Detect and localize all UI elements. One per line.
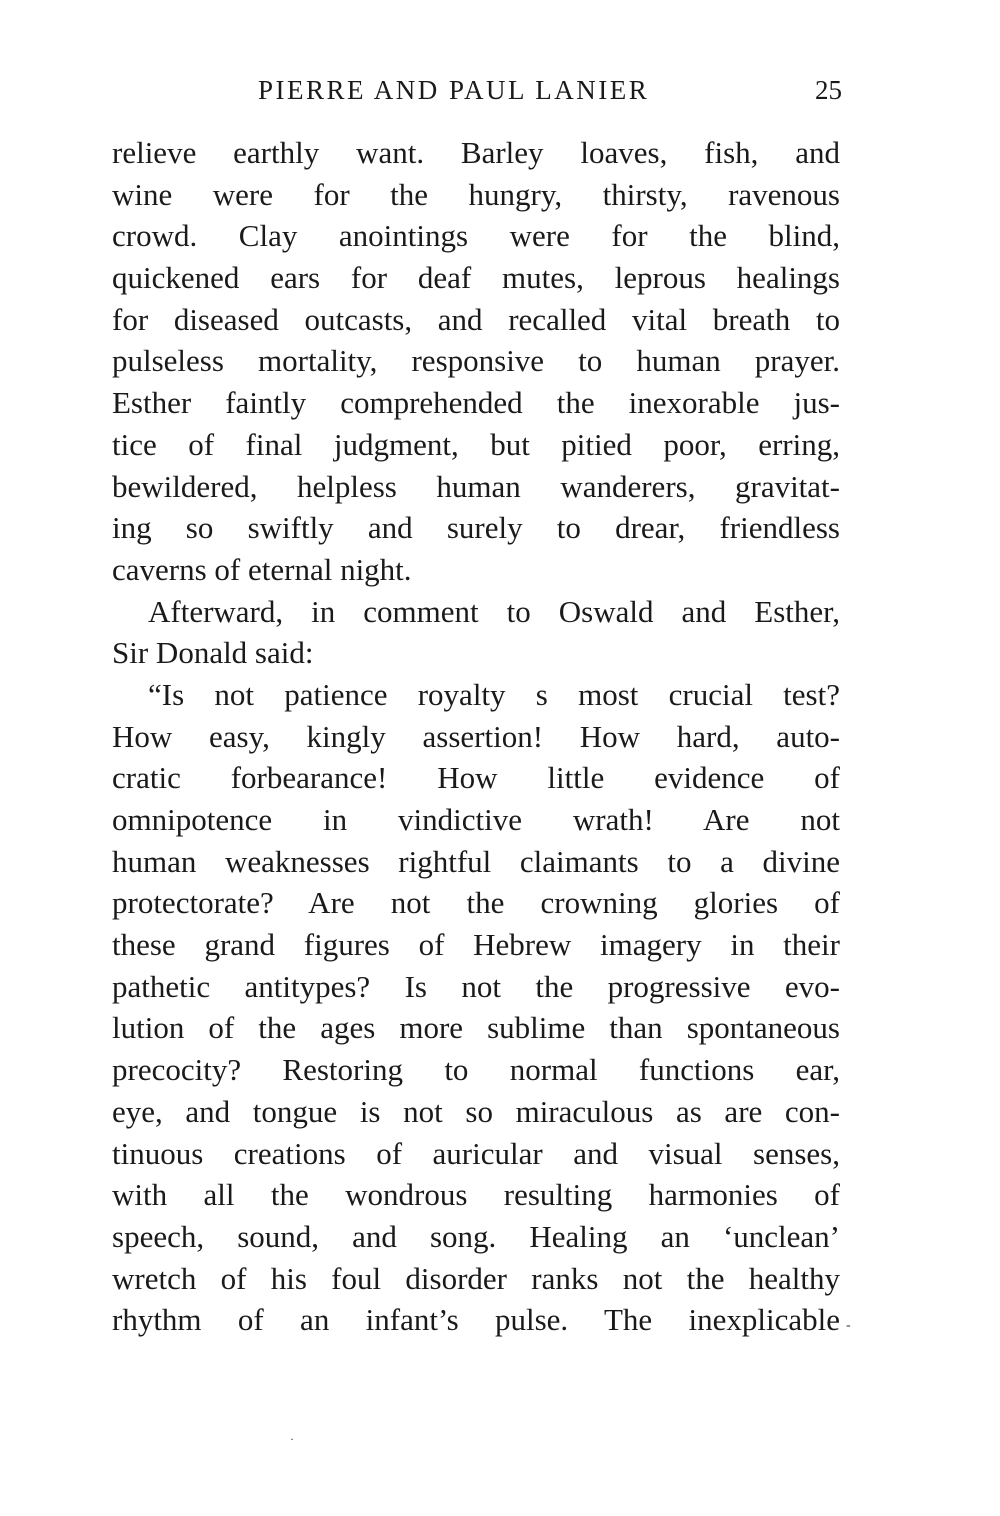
running-title: PIERRE AND PAUL LANIER xyxy=(258,75,650,105)
text-line: for diseased outcasts, and recalled vital breath to xyxy=(112,301,840,337)
text-line: precocity? Restoring to normal functions ear, xyxy=(112,1052,840,1088)
text-line: Sir Donald said: xyxy=(112,635,314,671)
text-line: ing so swiftly and surely to drear, friendless xyxy=(112,510,840,546)
text-line: protectorate? Are not the crowning glories of xyxy=(112,885,840,921)
text-line: quickened ears for deaf mutes, leprous healings xyxy=(112,260,840,296)
page-number: 25 xyxy=(815,75,842,105)
text-line: crowd. Clay anointings were for the blind, xyxy=(112,218,840,254)
text-line: “Is not patience royalty s most crucial test? xyxy=(148,676,840,712)
text-line: pathetic antitypes? Is not the progressive evo- xyxy=(112,968,840,1004)
text-line: cratic forbearance! How little evidence of xyxy=(112,760,840,796)
running-head xyxy=(112,70,842,110)
text-line: rhythm of an infant’s pulse. The inexplicable xyxy=(112,1302,840,1338)
text-line: How easy, kingly assertion! How hard, auto- xyxy=(112,718,840,754)
text-line: lution of the ages more sublime than spontaneous xyxy=(112,1010,840,1046)
text-line: tice of final judgment, but pitied poor, erring, xyxy=(112,426,840,462)
text-line: relieve earthly want. Barley loaves, fish, and xyxy=(112,135,840,170)
body-text xyxy=(112,132,840,1341)
text-line: Afterward, in comment to Oswald and Esther, xyxy=(148,593,840,629)
bottom-dot-mark: · xyxy=(290,1432,294,1446)
text-line: wine were for the hungry, thirsty, ravenous xyxy=(112,176,840,212)
text-line: omnipotence in vindictive wrath! Are not xyxy=(112,802,840,837)
text-line: tinuous creations of auricular and visual senses, xyxy=(112,1135,840,1171)
text-line: Esther faintly comprehended the inexorable jus- xyxy=(112,385,840,421)
text-line: with all the wondrous resulting harmonies of xyxy=(112,1177,840,1213)
text-line: caverns of eternal night. xyxy=(112,551,412,587)
text-line: eye, and tongue is not so miraculous as are con- xyxy=(112,1093,840,1129)
text-line: human weaknesses rightful claimants to a divine xyxy=(112,843,840,879)
margin-dash-mark: - xyxy=(846,1318,851,1333)
text-line: speech, sound, and song. Healing an ‘unclean’ xyxy=(112,1218,840,1254)
text-line: these grand figures of Hebrew imagery in their xyxy=(112,927,840,963)
text-line: wretch of his foul disorder ranks not the healthy xyxy=(112,1260,840,1296)
text-line: bewildered, helpless human wanderers, gravitat- xyxy=(112,468,840,504)
text-line: pulseless mortality, responsive to human prayer. xyxy=(112,343,840,379)
